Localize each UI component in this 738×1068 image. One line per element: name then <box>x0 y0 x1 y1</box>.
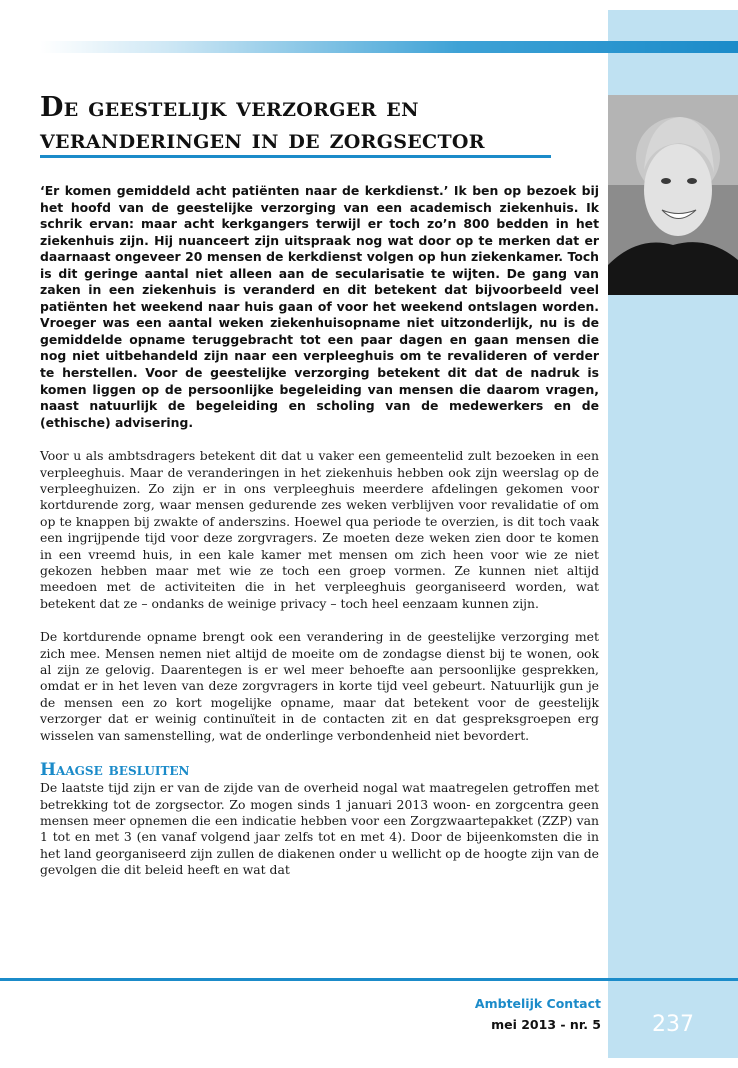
article-title: De geestelijk verzorger en veranderingen in de zorgsector <box>40 92 485 155</box>
top-gradient-bar <box>40 41 738 53</box>
issue-label: mei 2013 - nr. 5 <box>491 1017 601 1032</box>
body-paragraph-2: De kortdurende opname brengt ook een verandering in de geestelijke verzorging met zich mee. Mensen nemen niet altijd de moeite om de zondagse dienst bij te wonen, ook al zijn ze gelovig. Daarentegen is er wel meer behoefte aan persoonlijke gesprekken, omdat er in het leven van deze zorgvragers in korte tijd veel gebeurt. Natuurlijk gun je de mensen een zo kort mogelijke opname, maar dat betekent voor de geestelijk verzorger dat er weinig continuïteit in de contacten zit en dat gespreksgroepen erg wisselen van samenstelling, wat de onderlinge verbondenheid niet bevordert. <box>40 629 599 743</box>
lead-paragraph: ‘Er komen gemiddeld acht patiënten naar de kerkdienst.’ Ik ben op bezoek bij het hoofd van de geestelijke verzorging van een academisch ziekenhuis. Ik schrik ervan: maar acht kerkgangers terwijl er toch zo’n 800 bedden in het ziekenhuis zijn. Hij nuanceert zijn uitspraak nog wat door op te merken dat er daarnaast ongeveer 20 mensen de kerkdienst volgen op hun ziekenkamer. Toch is dit geringe aantal niet alleen aan de secularisatie te wijten. De gang van zaken in een ziekenhuis is veranderd en dit betekent dat bijvoorbeeld veel patiënten het weekend naar huis gaan of voor het weekend ontslagen worden. Vroeger was een aantal weken ziekenhuisopname niet uitzonderlijk, nu is de gemiddelde opname teruggebracht tot een paar dagen en gaan mensen die nog niet uitbehandeld zijn naar een verpleeghuis om te revalideren of verder te herstellen. Voor de geestelijke verzorging betekent dit dat de nadruk is komen liggen op de persoonlijke begeleiding van mensen die daarom vragen, naast natuurlijk de begeleiding en scholing van de medewerkers en de (ethische) advisering. <box>40 183 599 430</box>
page-number: 237 <box>652 1012 694 1037</box>
author-portrait-image <box>608 95 738 295</box>
footer-rule <box>0 978 738 981</box>
section-heading: Haagse besluiten <box>40 760 190 781</box>
article-body <box>40 183 599 879</box>
body-paragraph-1: Voor u als ambtsdragers betekent dit dat u vaker een gemeentelid zult bezoeken in een verpleeghuis. Maar de veranderingen in het ziekenhuis hebben ook zijn weerslag op de verpleeghuizen. Zo zijn er in ons verpleeghuis meerdere afdelingen gekomen voor kortdurende zorg, waar mensen gedurende zes weken verblijven voor revalidatie of om op te knappen bij zwakte of anderszins. Hoewel qua periode te overzien, is dit toch vaak een ingrijpende tijd voor deze zorgvragers. Ze moeten deze weken zien door te komen in een vreemd huis, in een kale kamer met mensen om zich heen voor wie ze niet gekozen hebben maar met wie ze toch een groep vormen. Ze kunnen niet altijd meedoen met de activiteiten die in het verpleeghuis georganiseerd worden, wat betekent dat ze – ondanks de weinige privacy – toch heel eenzaam kunnen zijn. <box>40 448 599 611</box>
body-paragraph-3: De laatste tijd zijn er van de zijde van de overheid nogal wat maatregelen getroffen met betrekking tot de zorgsector. Zo mogen sinds 1 januari 2013 woon- en zorgcentra geen mensen meer opnemen die een indicatie hebben voor een Zorgzwaartepakket (ZZP) van 1 tot en met 3 (en vanaf volgend jaar zelfs tot en met 4). Door de bijeenkomsten die in het land georganiseerd zijn zullen de diakenen onder u wellicht op de hoogte zijn van de gevolgen die dit beleid heeft en wat dat <box>40 780 599 878</box>
magazine-name: Ambtelijk Contact <box>474 996 601 1011</box>
author-photo <box>608 95 738 295</box>
title-underline <box>40 155 551 158</box>
